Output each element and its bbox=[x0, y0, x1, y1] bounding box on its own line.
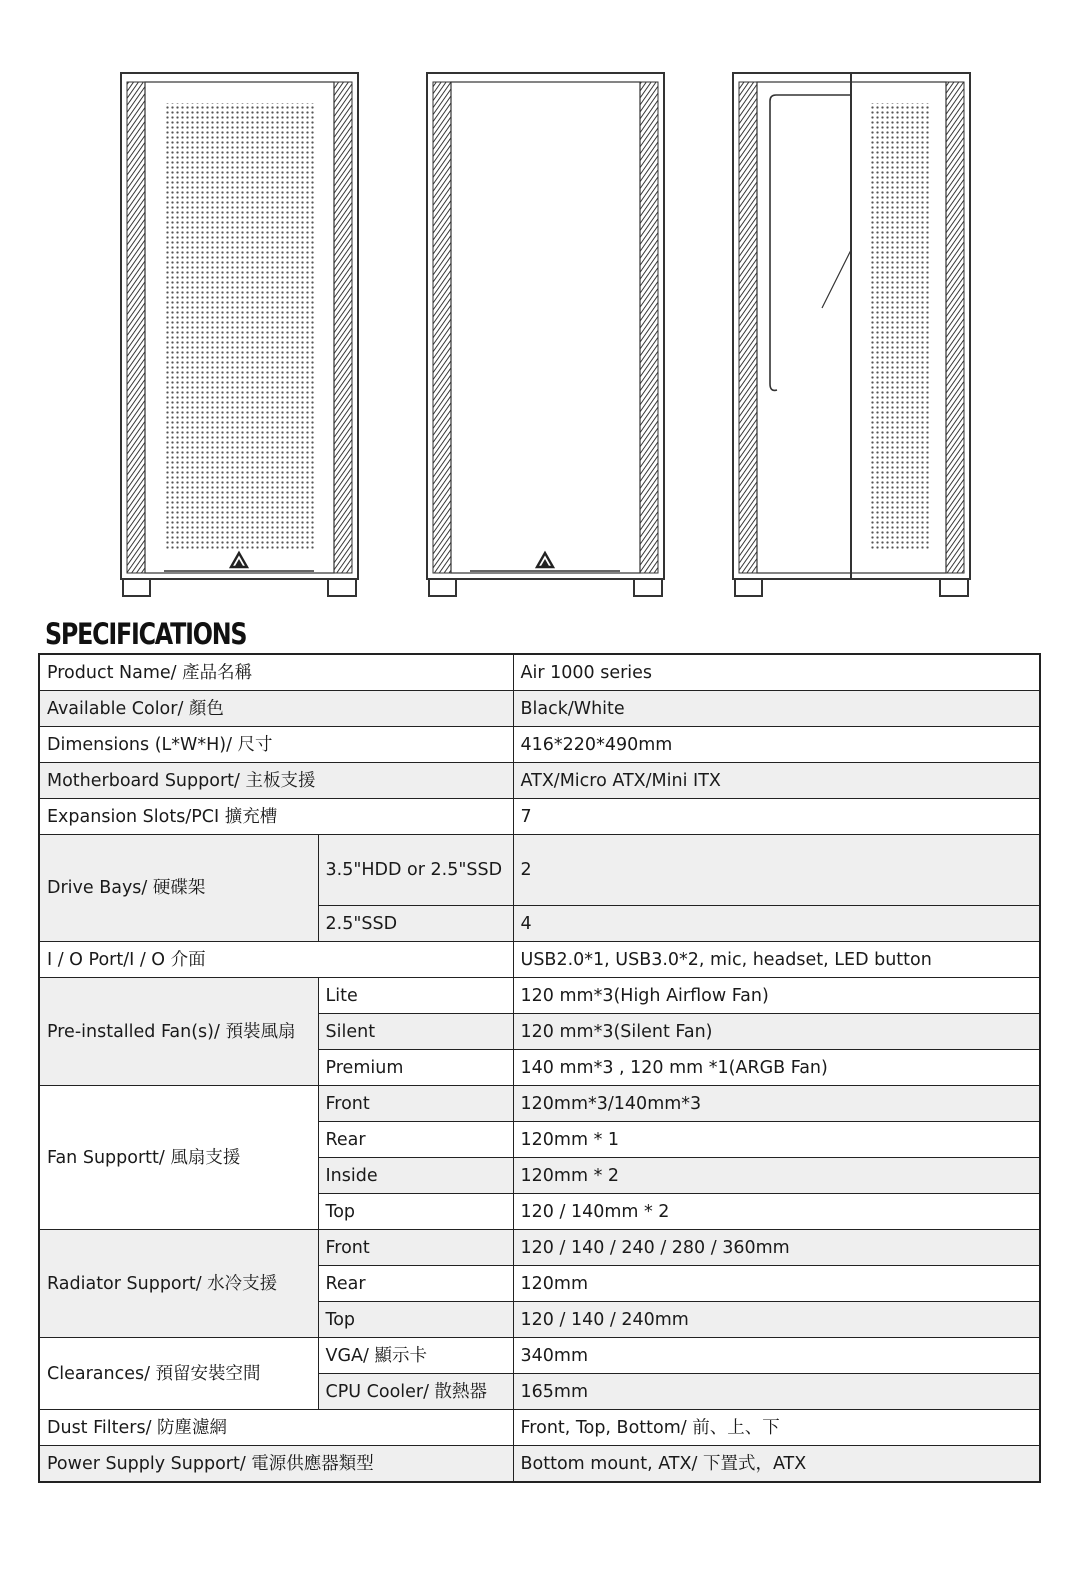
spec-value: 120 / 140 / 240 / 280 / 360mm bbox=[513, 1230, 1040, 1266]
spec-sublabel: VGA/ 顯示卡 bbox=[318, 1338, 513, 1374]
spec-sublabel: 3.5"HDD or 2.5"SSD bbox=[318, 835, 513, 906]
spec-label: Motherboard Support/ 主板支援 bbox=[39, 763, 513, 799]
mesh-front-case-drawing bbox=[121, 73, 358, 596]
spec-value: 140 mm*3 , 120 mm *1(ARGB Fan) bbox=[513, 1050, 1040, 1086]
table-row bbox=[39, 1338, 1040, 1374]
table-row bbox=[39, 835, 1040, 906]
table-row bbox=[39, 727, 1040, 763]
spec-label: Dust Filters/ 防塵濾網 bbox=[39, 1410, 513, 1446]
specifications-heading: SPECIFICATIONS bbox=[45, 617, 247, 651]
spec-value: 120 / 140 / 240mm bbox=[513, 1302, 1040, 1338]
table-row bbox=[39, 1230, 1040, 1266]
spec-sublabel: Inside bbox=[318, 1158, 513, 1194]
spec-sublabel: Lite bbox=[318, 978, 513, 1014]
spec-sublabel: Front bbox=[318, 1230, 513, 1266]
solid-front-case-drawing bbox=[427, 73, 664, 596]
table-row bbox=[39, 1410, 1040, 1446]
spec-label: Radiator Support/ 水冷支援 bbox=[39, 1230, 318, 1338]
spec-label: Available Color/ 顏色 bbox=[39, 691, 513, 727]
spec-label: Power Supply Support/ 電源供應器類型 bbox=[39, 1446, 513, 1483]
table-row bbox=[39, 942, 1040, 978]
specifications-table bbox=[38, 653, 1041, 1483]
spec-value: 120mm*3/140mm*3 bbox=[513, 1086, 1040, 1122]
spec-sublabel: Top bbox=[318, 1302, 513, 1338]
table-row bbox=[39, 799, 1040, 835]
table-row bbox=[39, 654, 1040, 691]
spec-label: Clearances/ 預留安裝空間 bbox=[39, 1338, 318, 1410]
spec-value: 120mm * 1 bbox=[513, 1122, 1040, 1158]
spec-value: 416*220*490mm bbox=[513, 727, 1040, 763]
spec-sublabel: 2.5"SSD bbox=[318, 906, 513, 942]
spec-value: 120mm * 2 bbox=[513, 1158, 1040, 1194]
table-row bbox=[39, 1446, 1040, 1483]
spec-value: 120 mm*3(High Airflow Fan) bbox=[513, 978, 1040, 1014]
table-row bbox=[39, 978, 1040, 1014]
glass-side-case-drawing bbox=[733, 73, 970, 596]
spec-value: 4 bbox=[513, 906, 1040, 942]
spec-value: 2 bbox=[513, 835, 1040, 906]
spec-value: Bottom mount, ATX/ 下置式，ATX bbox=[513, 1446, 1040, 1483]
spec-value: 165mm bbox=[513, 1374, 1040, 1410]
spec-value: 120 / 140mm * 2 bbox=[513, 1194, 1040, 1230]
spec-sublabel: Rear bbox=[318, 1266, 513, 1302]
spec-sublabel: Rear bbox=[318, 1122, 513, 1158]
spec-label: Fan Supportt/ 風扇支援 bbox=[39, 1086, 318, 1230]
spec-label: Dimensions (L*W*H)/ 尺寸 bbox=[39, 727, 513, 763]
spec-value: 120mm bbox=[513, 1266, 1040, 1302]
spec-sublabel: Premium bbox=[318, 1050, 513, 1086]
spec-value: Front, Top, Bottom/ 前、上、下 bbox=[513, 1410, 1040, 1446]
table-row bbox=[39, 1086, 1040, 1122]
case-drawings bbox=[0, 0, 1089, 620]
spec-value: Air 1000 series bbox=[513, 654, 1040, 691]
spec-value: 120 mm*3(Silent Fan) bbox=[513, 1014, 1040, 1050]
spec-value: 7 bbox=[513, 799, 1040, 835]
spec-label: Product Name/ 產品名稱 bbox=[39, 654, 513, 691]
spec-label: Drive Bays/ 硬碟架 bbox=[39, 835, 318, 942]
spec-value: Black/White bbox=[513, 691, 1040, 727]
spec-value: 340mm bbox=[513, 1338, 1040, 1374]
spec-label: Expansion Slots/PCI 擴充槽 bbox=[39, 799, 513, 835]
table-row bbox=[39, 763, 1040, 799]
spec-sublabel: Silent bbox=[318, 1014, 513, 1050]
table-row bbox=[39, 691, 1040, 727]
spec-value: USB2.0*1, USB3.0*2, mic, headset, LED button bbox=[513, 942, 1040, 978]
spec-sublabel: Top bbox=[318, 1194, 513, 1230]
spec-label: I / O Port/I / O 介面 bbox=[39, 942, 513, 978]
spec-sublabel: Front bbox=[318, 1086, 513, 1122]
spec-value: ATX/Micro ATX/Mini ITX bbox=[513, 763, 1040, 799]
spec-sublabel: CPU Cooler/ 散熱器 bbox=[318, 1374, 513, 1410]
spec-label: Pre-installed Fan(s)/ 預裝風扇 bbox=[39, 978, 318, 1086]
